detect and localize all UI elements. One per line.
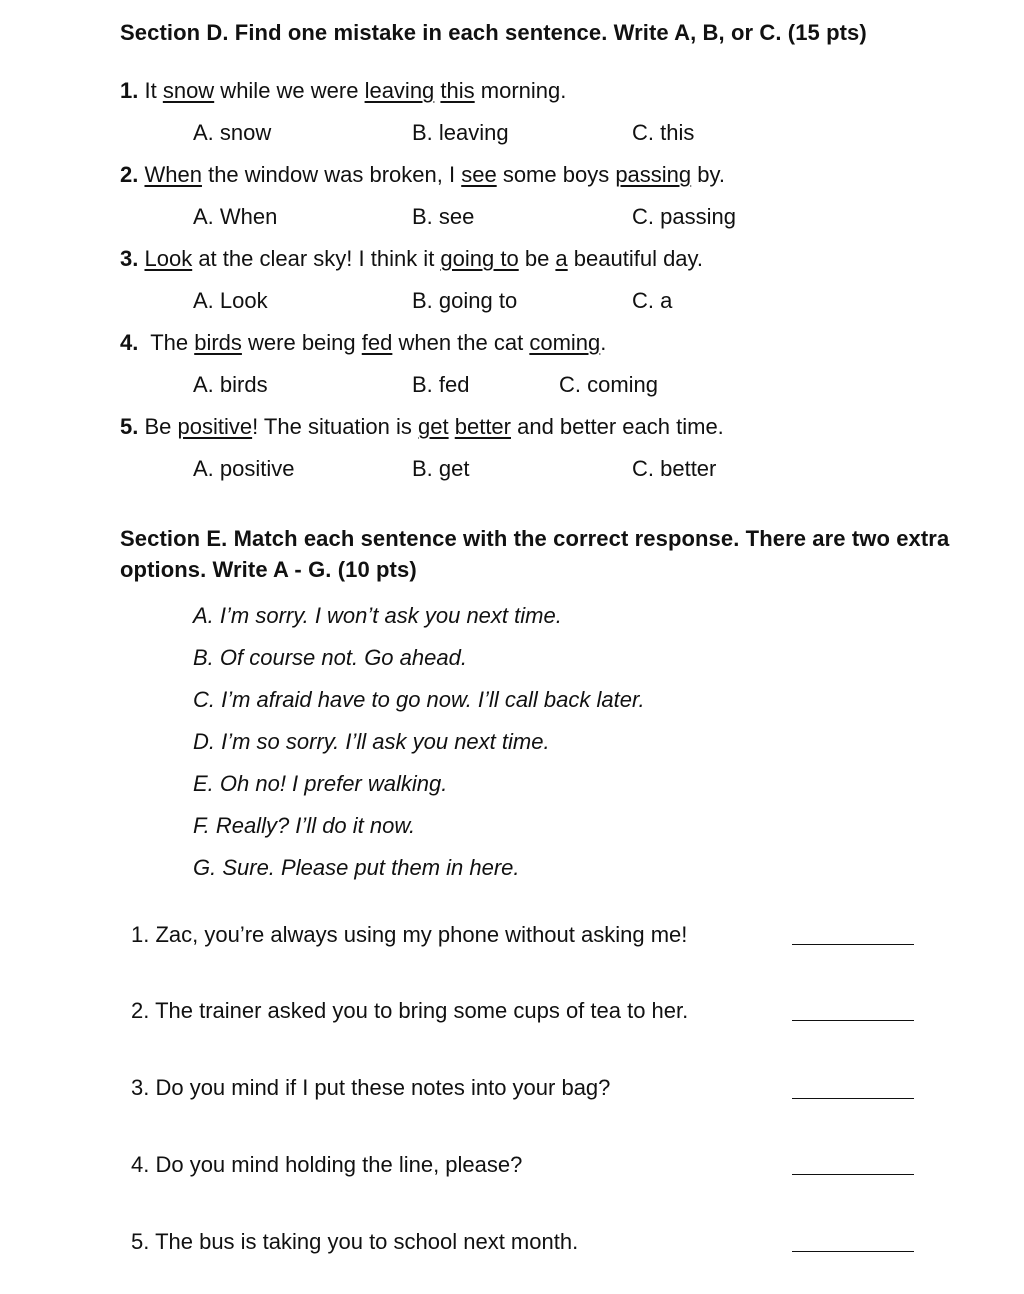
option-a: A. snow xyxy=(193,120,272,145)
underlined-option-b: see xyxy=(461,162,497,187)
section-d-question-4 xyxy=(120,330,606,356)
option-c: C. this xyxy=(632,120,695,145)
section-e-title-line1: Section E. Match each sentence with the correct response. There are two extra xyxy=(120,526,950,551)
match-question-3: 3. Do you mind if I put these notes into your bag? xyxy=(131,1075,611,1100)
question-number: 1. xyxy=(120,78,139,103)
question-number: 4. xyxy=(120,330,139,355)
section-d-question-2 xyxy=(120,162,725,188)
answer-blank-2[interactable] xyxy=(792,1020,914,1021)
underlined-option-a: positive xyxy=(177,414,253,439)
response-b: B. Of course not. Go ahead. xyxy=(193,645,467,670)
answer-blank-5[interactable] xyxy=(792,1251,914,1252)
underlined-option-b: get xyxy=(418,414,449,439)
response-g: G. Sure. Please put them in here. xyxy=(193,855,520,880)
section-e-title-line2: options. Write A - G. (10 pts) xyxy=(120,557,417,582)
answer-blank-4[interactable] xyxy=(792,1174,914,1175)
match-question-4: 4. Do you mind holding the line, please? xyxy=(131,1152,523,1177)
text-part: ! The situation is xyxy=(252,414,419,439)
underlined-option-c: passing xyxy=(615,162,692,187)
response-c: C. I’m afraid have to go now. I’ll call back later. xyxy=(193,687,645,712)
match-question-1: 1. Zac, you’re always using my phone without asking me! xyxy=(131,922,688,947)
match-question-2: 2. The trainer asked you to bring some cups of tea to her. xyxy=(131,998,689,1023)
underlined-option-c: coming xyxy=(529,330,601,355)
answer-blank-3[interactable] xyxy=(792,1098,914,1099)
option-c: C. a xyxy=(632,288,673,313)
option-b: B. see xyxy=(412,204,475,229)
question-number: 5. xyxy=(120,414,139,439)
option-c: C. better xyxy=(632,456,717,481)
text-part: at the clear sky! I think it xyxy=(192,246,441,271)
section-d-question-5 xyxy=(120,414,724,440)
text-part: morning. xyxy=(474,78,567,103)
text-part: beautiful day. xyxy=(567,246,704,271)
underlined-option-c: better xyxy=(454,414,511,439)
text-part: be xyxy=(518,246,556,271)
response-a: A. I’m sorry. I won’t ask you next time. xyxy=(193,603,562,628)
option-a: A. birds xyxy=(193,372,268,397)
response-e: E. Oh no! I prefer walking. xyxy=(193,771,448,796)
text-part: Be xyxy=(144,414,178,439)
response-d: D. I’m so sorry. I’ll ask you next time. xyxy=(193,729,550,754)
text-part: while we were xyxy=(214,78,365,103)
answer-blank-1[interactable] xyxy=(792,944,914,945)
underlined-option-a: Look xyxy=(144,246,193,271)
question-number: 3. xyxy=(120,246,139,271)
option-b: B. leaving xyxy=(412,120,509,145)
section-d-title: Section D. Find one mistake in each sentence. Write A, B, or C. (15 pts) xyxy=(120,20,867,45)
underlined-option-c: this xyxy=(440,78,475,103)
underlined-option-b: leaving xyxy=(364,78,435,103)
text-part: and better each time. xyxy=(511,414,724,439)
option-c: C. passing xyxy=(632,204,736,229)
underlined-option-a: birds xyxy=(194,330,242,355)
text-part: the window was broken, I xyxy=(201,162,462,187)
option-b: B. fed xyxy=(412,372,470,397)
option-b: B. going to xyxy=(412,288,518,313)
option-a: A. positive xyxy=(193,456,295,481)
text-part: It xyxy=(144,78,163,103)
underlined-option-a: When xyxy=(144,162,202,187)
option-c: C. coming xyxy=(559,372,659,397)
section-d-question-3 xyxy=(120,246,703,272)
question-number: 2. xyxy=(120,162,139,187)
option-b: B. get xyxy=(412,456,470,481)
text-part: The xyxy=(150,330,195,355)
text-part: . xyxy=(600,330,607,355)
option-a: A. When xyxy=(193,204,278,229)
text-part: some boys xyxy=(496,162,616,187)
match-question-5: 5. The bus is taking you to school next month. xyxy=(131,1229,579,1254)
response-f: F. Really? I’ll do it now. xyxy=(193,813,416,838)
underlined-option-b: going to xyxy=(440,246,519,271)
section-d-question-1 xyxy=(120,78,566,104)
underlined-option-b: fed xyxy=(361,330,393,355)
underlined-option-a: snow xyxy=(162,78,215,103)
underlined-option-c: a xyxy=(555,246,568,271)
option-a: A. Look xyxy=(193,288,268,313)
text-part: by. xyxy=(691,162,725,187)
text-part: were being xyxy=(241,330,362,355)
text-part: when the cat xyxy=(392,330,530,355)
